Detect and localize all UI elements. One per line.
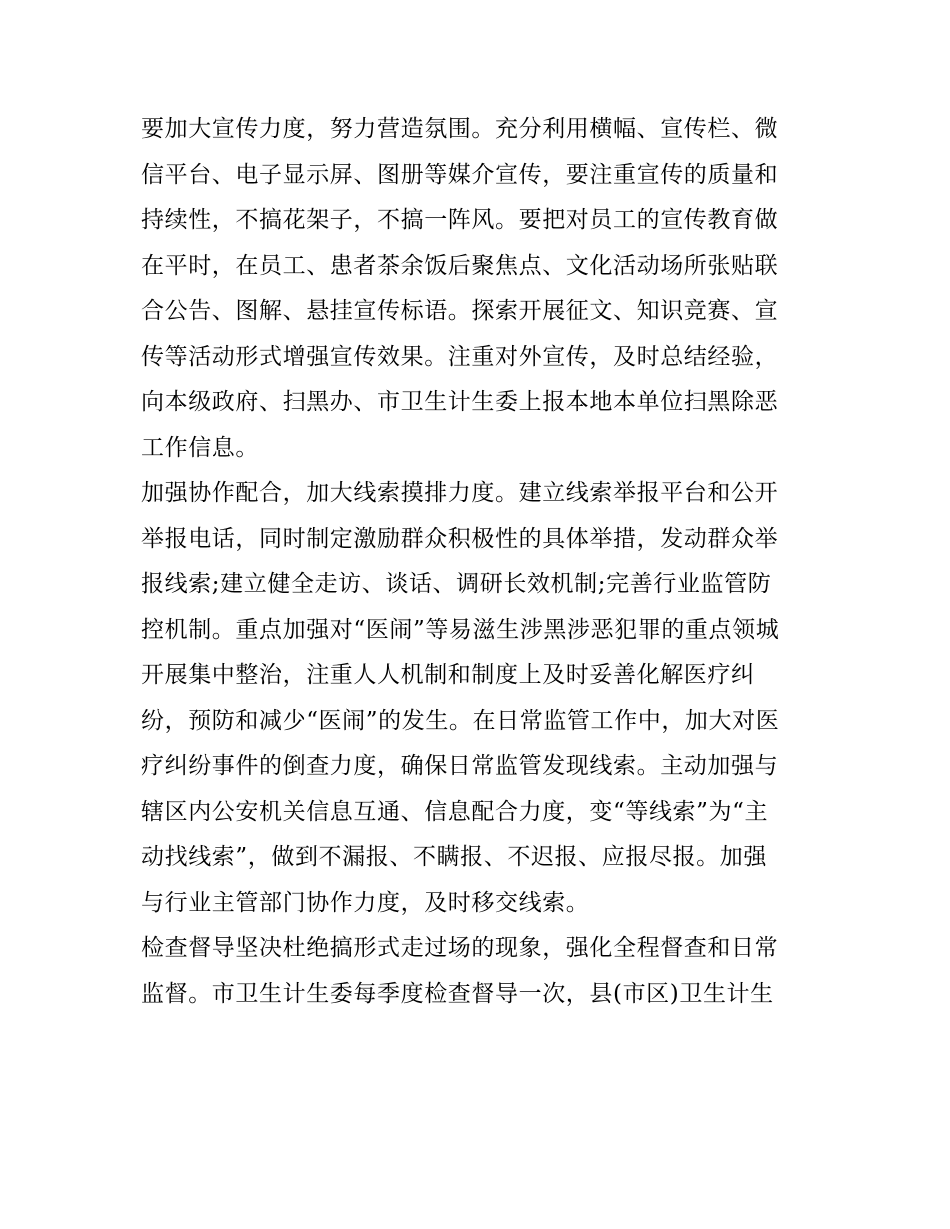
paragraph-cooperation	[141, 471, 821, 926]
text-line: 向本级政府、扫黑办、市卫生计生委上报本地本单位扫黑除恶	[141, 389, 779, 415]
text-line: 在平时，在员工、患者茶余饭后聚焦点、文化活动场所张贴联	[141, 252, 779, 279]
text-line: 要加大宣传力度，努力营造氛围。充分利用横幅、宣传栏、微	[141, 116, 779, 142]
text-line: 举报电话，同时制定激励群众积极性的具体举措，发动群众举	[141, 525, 779, 552]
text-line: 检查督导坚决杜绝搞形式走过场的现象，强化全程督查和日常	[141, 935, 779, 961]
paragraph-inspection	[141, 926, 821, 1017]
paragraph-publicity	[141, 107, 821, 471]
text-line: 传等活动形式增强宣传效果。注重对外宣传，及时总结经验，	[141, 343, 779, 370]
text-line: 纷，预防和减少“医闹”的发生。在日常监管工作中，加大对医	[141, 707, 780, 734]
text-line: 加强协作配合，加大线索摸排力度。建立线索举报平台和公开	[141, 480, 779, 506]
text-line: 辖区内公安机关信息互通、信息配合力度，变“等线索”为“主	[141, 798, 769, 825]
text-line: 开展集中整治，注重人人机制和制度上及时妥善化解医疗纠	[141, 662, 755, 688]
text-line: 报线索;建立健全走访、谈话、调研长效机制;完善行业监管防	[141, 571, 772, 597]
text-line: 疗纠纷事件的倒查力度，确保日常监管发现线索。主动加强与	[141, 753, 779, 779]
text-line: 信平台、电子显示屏、图册等媒介宣传，要注重宣传的质量和	[141, 161, 779, 188]
text-line: 动找线索”，做到不漏报、不瞒报、不迟报、应报尽报。加强	[141, 844, 767, 870]
text-line: 工作信息。	[141, 434, 259, 461]
text-line: 控机制。重点加强对“医闹”等易滋生涉黑涉恶犯罪的重点领城	[141, 616, 780, 643]
text-line: 监督。市卫生计生委每季度检查督导一次，县(市区)卫生计生	[141, 980, 774, 1007]
text-line: 合公告、图解、悬挂宣传标语。探索开展征文、知识竞赛、宣	[141, 298, 779, 324]
document-body	[141, 107, 821, 1017]
text-line: 与行业主管部门协作力度，及时移交线索。	[141, 889, 590, 916]
text-line: 持续性，不搞花架子，不搞一阵风。要把对员工的宣传教育做	[141, 207, 779, 233]
